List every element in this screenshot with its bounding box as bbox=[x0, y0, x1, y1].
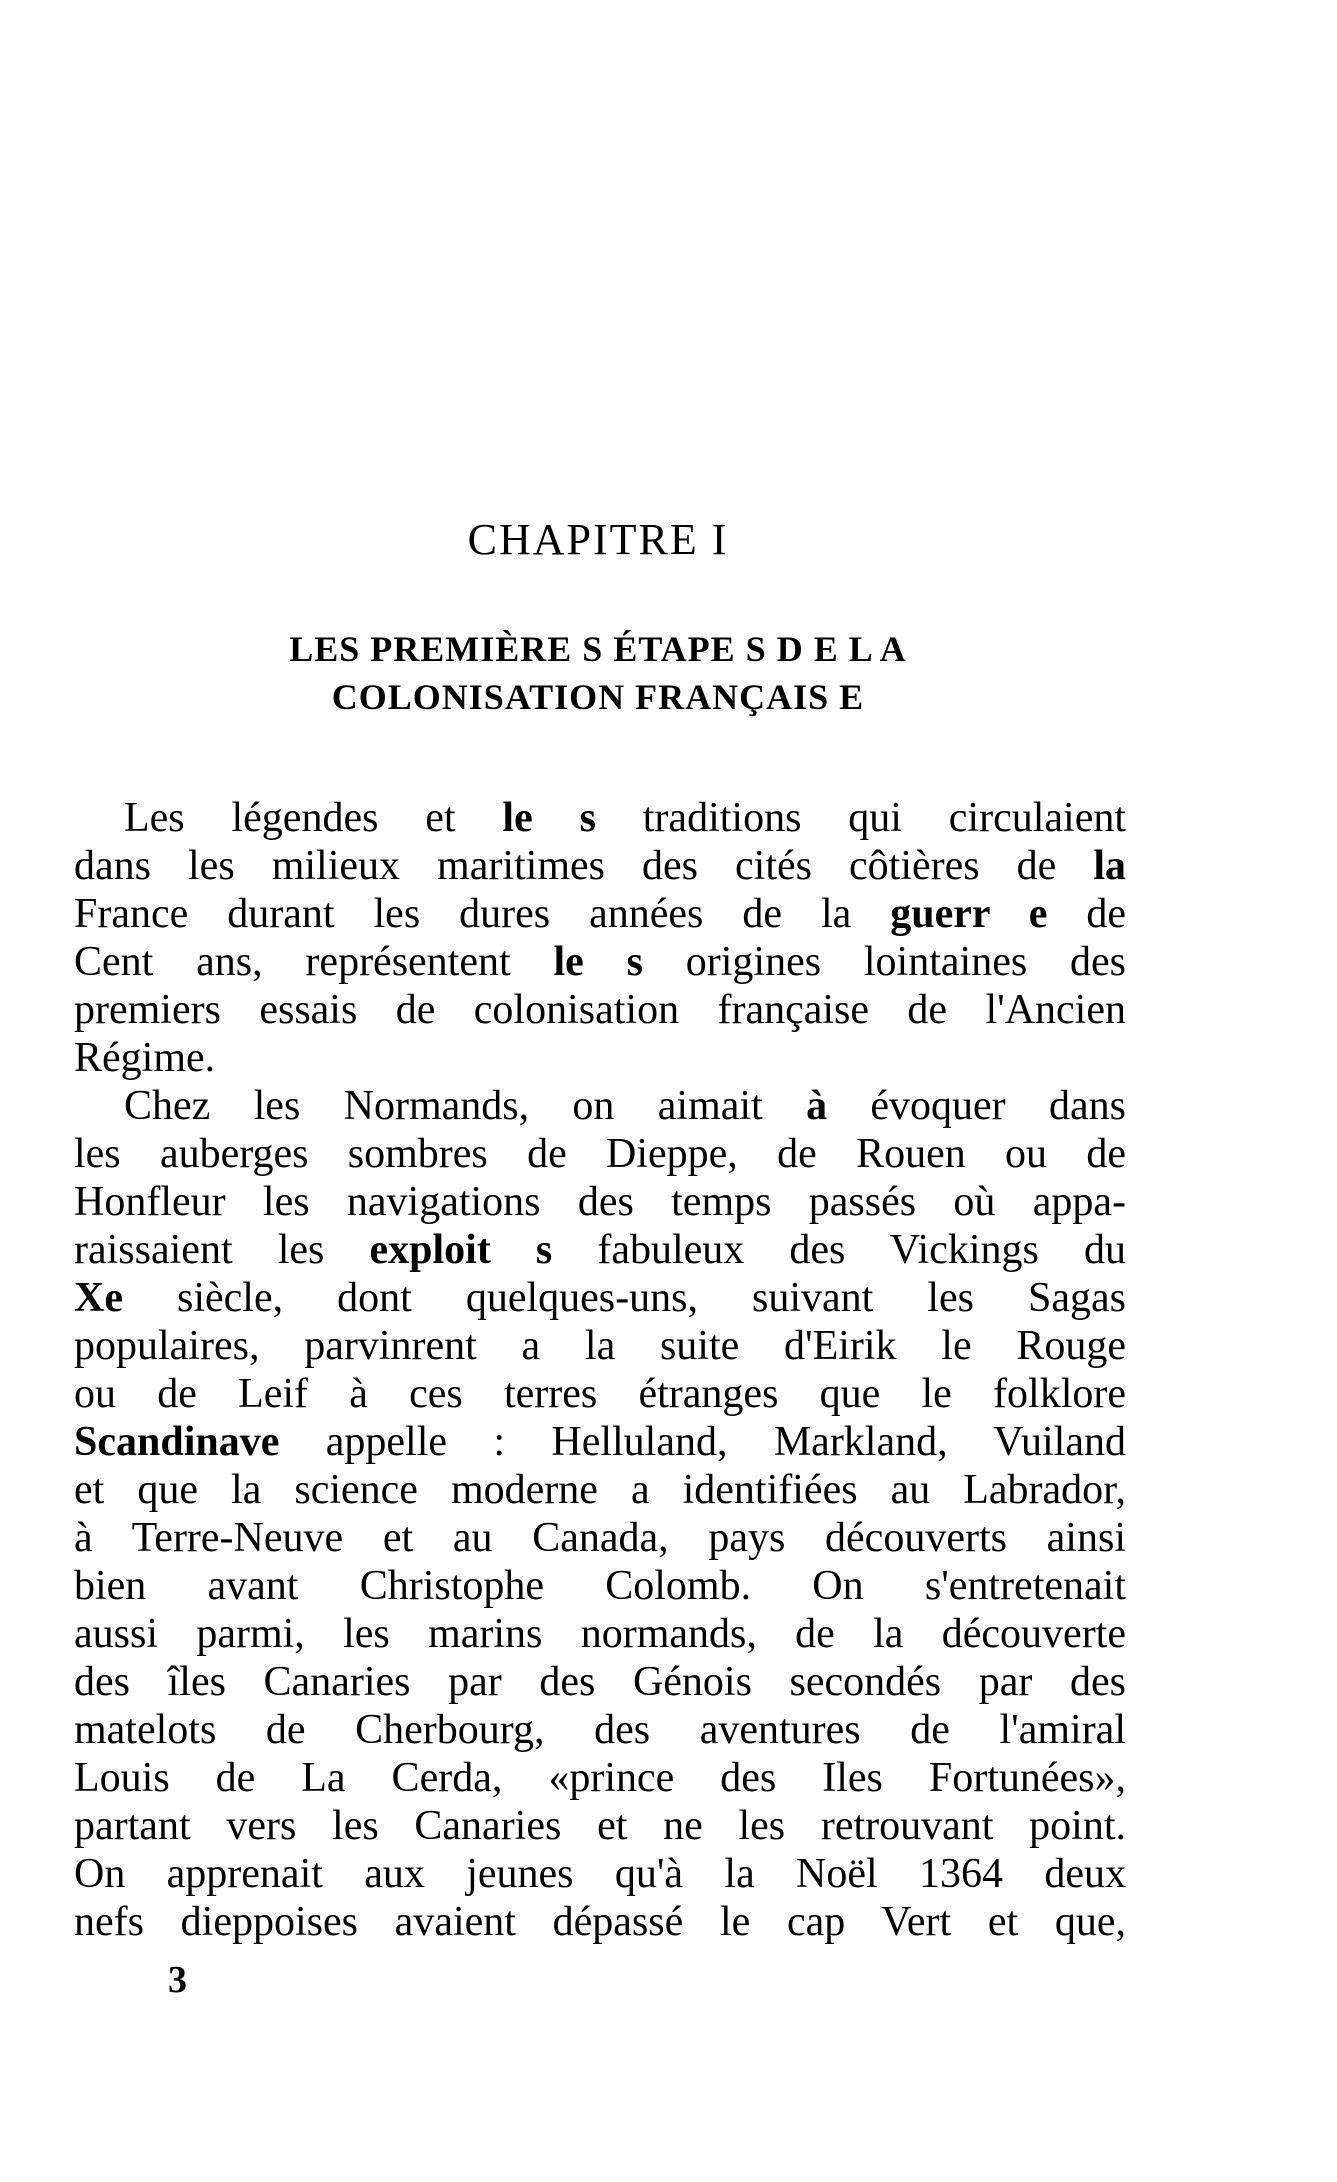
text-run: à Terre-Neuve et au Canada, pays découverts ainsi bbox=[74, 1515, 1126, 1561]
text-line bbox=[74, 938, 1126, 986]
text-line bbox=[74, 1034, 1126, 1082]
bold-text: le s bbox=[553, 939, 643, 985]
text-line bbox=[74, 986, 1126, 1034]
text-line bbox=[74, 1322, 1126, 1370]
text-run: Honfleur les navigations des temps passés où appa- bbox=[74, 1179, 1126, 1225]
bold-text: à bbox=[806, 1083, 828, 1129]
text-line bbox=[74, 1130, 1126, 1178]
text-run: appelle : Helluland, Markland, Vuiland bbox=[279, 1419, 1126, 1465]
text-run: aussi parmi, les marins normands, de la découverte bbox=[74, 1611, 1126, 1657]
text-line bbox=[74, 1370, 1126, 1418]
text-run: premiers essais de colonisation française de l'Ancien bbox=[74, 987, 1126, 1033]
text-line bbox=[74, 1754, 1126, 1802]
text-run: Louis de La Cerda, «prince des Iles Fortunées», bbox=[74, 1755, 1126, 1801]
bold-text: guerr e bbox=[890, 891, 1048, 937]
paragraph bbox=[74, 1082, 1126, 1946]
text-line bbox=[74, 1082, 1126, 1130]
text-line bbox=[74, 1466, 1126, 1514]
text-run: raissaient les bbox=[74, 1227, 370, 1273]
text-run: bien avant Christophe Colomb. On s'entretenait bbox=[74, 1563, 1126, 1609]
text-run: Les légendes et bbox=[124, 795, 503, 841]
text-run: de bbox=[1047, 891, 1126, 937]
text-run: les auberges sombres de Dieppe, de Rouen ou de bbox=[74, 1131, 1126, 1177]
text-run: Régime. bbox=[74, 1035, 216, 1081]
bold-text: Scandinave bbox=[74, 1419, 280, 1465]
paragraph bbox=[74, 794, 1126, 1082]
text-line bbox=[74, 1418, 1126, 1466]
bold-text: le s bbox=[502, 795, 596, 841]
text-line bbox=[74, 1226, 1126, 1274]
text-line bbox=[74, 1658, 1126, 1706]
bold-text: la bbox=[1093, 843, 1126, 889]
page-number: 3 bbox=[168, 1959, 187, 2001]
text-line bbox=[74, 1274, 1126, 1322]
text-run: Chez les Normands, on aimait bbox=[124, 1083, 807, 1129]
text-run: On apprenait aux jeunes qu'à la Noël 1364 deux bbox=[74, 1851, 1126, 1897]
text-run: Cent ans, représentent bbox=[74, 939, 554, 985]
text-run: origines lointaines des bbox=[642, 939, 1126, 985]
text-run: ou de Leif à ces terres étranges que le folklore bbox=[74, 1371, 1126, 1417]
text-run: populaires, parvinrent a la suite d'Eirik le Rouge bbox=[74, 1323, 1126, 1369]
text-line bbox=[74, 1562, 1126, 1610]
text-run: dans les milieux maritimes des cités côtières de bbox=[74, 843, 1094, 889]
text-line bbox=[74, 890, 1126, 938]
bold-text: exploit s bbox=[369, 1227, 553, 1273]
text-line bbox=[74, 1610, 1126, 1658]
body-text bbox=[74, 794, 1126, 1946]
text-line bbox=[74, 794, 1126, 842]
text-run: et que la science moderne a identifiées au Labrador, bbox=[74, 1467, 1126, 1513]
text-run: matelots de Cherbourg, des aventures de l'amiral bbox=[74, 1707, 1126, 1753]
text-run: traditions qui circulaient bbox=[595, 795, 1126, 841]
text-line bbox=[74, 1706, 1126, 1754]
text-line bbox=[74, 1178, 1126, 1226]
chapter-title-line-2: COLONISATION FRANÇAIS E bbox=[331, 677, 865, 717]
text-line bbox=[74, 1514, 1126, 1562]
chapter-title-line-1: LES PREMIÈRE S ÉTAPE S D E L A bbox=[289, 629, 907, 669]
text-run: France durant les dures années de la bbox=[74, 891, 891, 937]
text-run: des îles Canaries par des Génois secondés par des bbox=[74, 1659, 1126, 1705]
bold-text: Xe bbox=[74, 1275, 123, 1321]
text-run: évoquer dans bbox=[827, 1083, 1126, 1129]
text-run: fabuleux des Vickings du bbox=[552, 1227, 1126, 1273]
text-line bbox=[74, 1898, 1126, 1946]
text-line bbox=[74, 842, 1126, 890]
text-run: partant vers les Canaries et ne les retrouvant point. bbox=[74, 1803, 1126, 1849]
text-run: siècle, dont quelques-uns, suivant les Sagas bbox=[122, 1275, 1126, 1321]
text-line bbox=[74, 1850, 1126, 1898]
text-line bbox=[74, 1802, 1126, 1850]
chapter-heading: CHAPITRE I bbox=[467, 515, 729, 564]
text-run: nefs dieppoises avaient dépassé le cap Vert et que, bbox=[74, 1899, 1126, 1945]
